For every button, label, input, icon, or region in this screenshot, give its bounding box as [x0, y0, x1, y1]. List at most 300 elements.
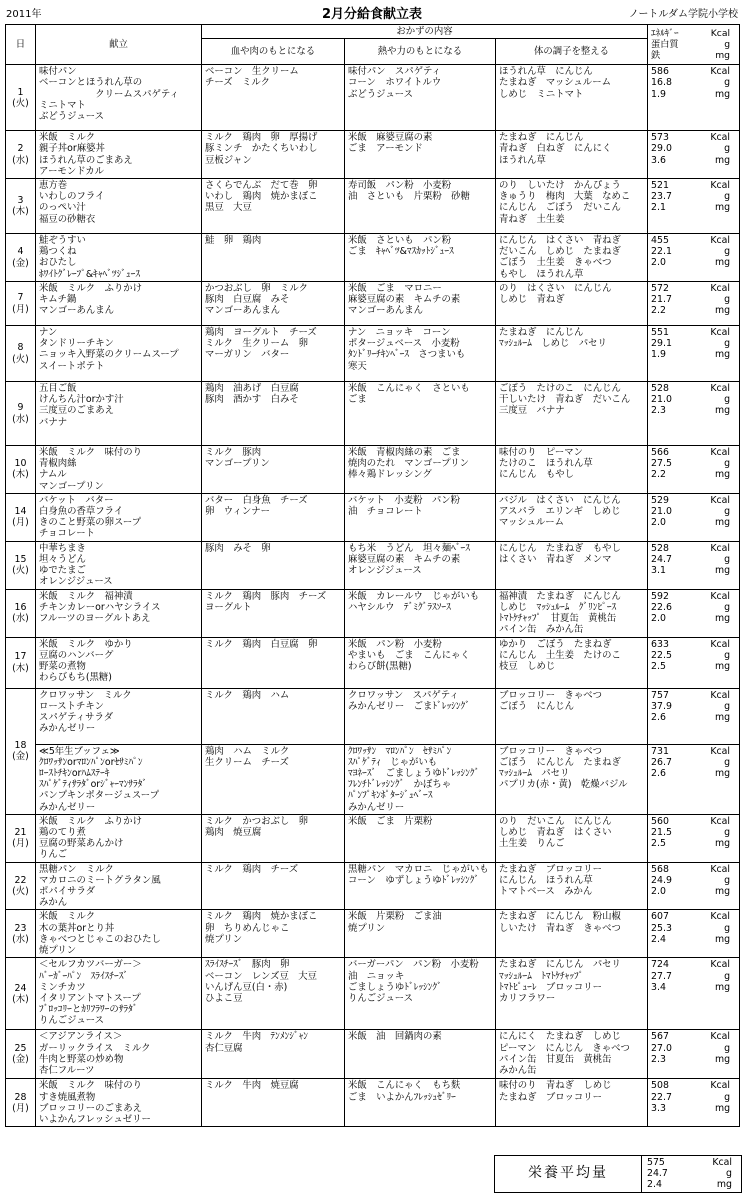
day-number: 3: [17, 194, 24, 206]
protein-row: [651, 757, 736, 768]
protein-row: [651, 971, 736, 982]
green-line: 三度豆 バナナ: [499, 405, 565, 417]
energy-value: 573: [651, 132, 669, 144]
protein-unit: g: [724, 338, 731, 350]
energy-value: 757: [651, 689, 669, 701]
yellow-line: ｸﾛﾜｯｻﾝ ﾏﾛﾝﾊﾟﾝ ｾｻﾐﾊﾟﾝ: [348, 745, 452, 757]
energy-value: 592: [651, 590, 669, 602]
menu-line: 焼プリン: [39, 945, 77, 957]
nutrition-cell: [648, 493, 740, 541]
red-cell: [202, 541, 345, 589]
iron-value: 2.0: [651, 613, 666, 625]
menu-line: 米飯 ミルク 味付のり: [39, 447, 142, 459]
green-cell: [496, 446, 648, 494]
protein-unit: g: [724, 39, 731, 51]
iron-unit: mg: [714, 838, 731, 850]
iron-value: 3.6: [651, 154, 666, 166]
iron-unit: mg: [714, 305, 731, 317]
iron-value: 2.6: [651, 768, 666, 780]
nutrition-cell: [648, 589, 740, 637]
iron-row: [651, 982, 736, 993]
iron-value: 2.5: [651, 661, 666, 673]
iron-value: 1.9: [651, 349, 666, 361]
nutrition-cell: [648, 65, 740, 131]
red-cell: [202, 1030, 345, 1079]
yellow-cell: [345, 179, 496, 234]
menu-line: チキンカレーorハヤシライス: [39, 602, 161, 614]
green-line: ピーマン にんじん きゃべつ: [499, 1042, 630, 1054]
green-line: しいたけ 青ねぎ きゃべつ: [499, 922, 621, 934]
yellow-line: 油 ニョッキ: [348, 970, 405, 982]
protein-row: [651, 77, 736, 88]
iron-row: [651, 305, 736, 316]
menu-line: ゆでたまご: [39, 565, 86, 577]
day-cell: [6, 589, 36, 637]
green-line: だいこん しめじ たまねぎ: [499, 246, 621, 258]
day-weekday: (月): [12, 303, 29, 315]
menu-line: タンドリーチキン: [39, 338, 114, 350]
day-number: 18: [14, 740, 27, 752]
energy-unit: Kcal: [710, 494, 731, 506]
green-line: 枝豆 しめじ: [499, 661, 556, 673]
iron-row: [651, 886, 736, 897]
protein-row: [651, 602, 736, 613]
menu-line: バナナ: [39, 416, 68, 428]
yellow-line: バーガーパン パン粉 小麦粉: [348, 959, 479, 971]
menu-line: おひたし: [39, 257, 77, 269]
menu-line: ｸﾛﾜｯｻﾝorﾏﾛﾝﾊﾟﾝorｾｻﾐﾊﾟﾝ: [39, 756, 143, 768]
green-cell: [496, 493, 648, 541]
yellow-line: ﾏﾖﾈｰｽﾞ ごましょうゆﾄﾞﾚｯｼﾝｸﾞ: [348, 768, 480, 780]
green-line: 干しいたけ 青ねぎ だいこん: [499, 394, 631, 406]
table-row: [6, 910, 740, 958]
iron-unit: mg: [715, 50, 731, 62]
menu-cell: [36, 282, 202, 326]
yellow-line: クロワッサン スパゲティ: [348, 689, 459, 701]
red-line: チーズ ミルク: [205, 77, 270, 89]
green-line: たまねぎ ブロッコリー: [499, 1091, 602, 1103]
menu-line: ほうれん草のごまあえ: [39, 154, 133, 166]
yellow-cell: [345, 589, 496, 637]
menu-cell: [36, 382, 202, 446]
iron-unit: mg: [714, 1102, 731, 1114]
average-values: [642, 1156, 742, 1193]
green-cell: [496, 326, 648, 382]
menu-line: ミンチカツ: [39, 981, 86, 993]
red-cell: [202, 1079, 345, 1127]
table-row: [6, 65, 740, 131]
green-line: 味付のり 青ねぎ しめじ: [499, 1080, 612, 1092]
yellow-line: 米飯 片栗粉 ごま油: [348, 911, 442, 923]
menu-cell: [36, 1079, 202, 1127]
red-cell: [202, 234, 345, 282]
yellow-line: ﾀﾝﾄﾞﾘｰﾁｷﾝﾍﾞｰｽ さつまいも: [348, 349, 466, 361]
day-number: 2: [17, 143, 24, 155]
day-cell: [6, 65, 36, 131]
green-cell: [496, 65, 648, 131]
energy-unit: Kcal: [710, 66, 731, 78]
protein-value: 16.8: [651, 77, 672, 89]
yellow-line: ｽﾊﾟｹﾞﾃｨ じゃがいも: [348, 756, 438, 768]
red-cell: [202, 446, 345, 494]
red-line: ミルク 生クリーム 卵: [205, 338, 308, 350]
iron-row: [651, 349, 736, 360]
protein-row: [651, 191, 736, 202]
menu-line: ｽﾊﾟｹﾞﾃｨｻﾗﾀﾞorｼﾞｬｰﾏﾝｻﾗﾀﾞ: [39, 779, 148, 791]
menu-table: [5, 24, 740, 1127]
day-number: 22: [14, 874, 27, 886]
menu-line: みかんゼリー: [39, 801, 96, 813]
day-weekday: (火): [12, 565, 29, 577]
day-cell: [6, 179, 36, 234]
menu-line: ベーコンとほうれん草の: [39, 77, 143, 89]
energy-value: 529: [651, 494, 669, 506]
iron-row: [651, 768, 736, 779]
protein-unit: g: [724, 506, 731, 518]
green-cell: [496, 179, 648, 234]
yellow-cell: [345, 541, 496, 589]
protein-unit: g: [724, 700, 731, 712]
day-cell: [6, 446, 36, 494]
nutrition-cell: [648, 637, 740, 688]
iron-row: [651, 1103, 736, 1114]
iron-unit: mg: [714, 886, 731, 898]
day-weekday: (月): [12, 517, 29, 529]
menu-line: いわしのフライ: [39, 191, 105, 203]
energy-value: 586: [651, 66, 669, 78]
red-line: 豚ミンチ かたくちいわし: [205, 143, 318, 155]
iron-unit: mg: [714, 565, 731, 577]
red-line: いわし 鶏肉 焼かまぼこ: [205, 191, 318, 203]
protein-row: [651, 246, 736, 257]
green-line: たまねぎ にんじん パセリ: [499, 959, 621, 971]
green-line: のり しいたけ かんぴょう: [499, 180, 621, 192]
energy-unit: Kcal: [710, 638, 731, 650]
red-line: ミルク 牛肉 ﾃﾝﾒﾝｼﾞｬﾝ: [205, 1031, 308, 1043]
menu-line: ﾛｰｽﾄﾁｷﾝorﾊﾑｽﾃｰｷ: [39, 768, 110, 780]
table-row: [6, 282, 740, 326]
protein-value: 21.5: [651, 827, 672, 839]
menu-line: みかんゼリー: [39, 723, 96, 735]
menu-line: ﾎﾜｲﾄｸﾞﾚｰﾌﾟ&ｷｬﾍﾞﾂｼﾞｭｰｽ: [39, 268, 141, 280]
green-line: にんじん はくさい 青ねぎ: [499, 235, 621, 247]
protein-value: 22.6: [651, 602, 672, 614]
iron-row: [651, 661, 736, 672]
yellow-cell: [345, 65, 496, 131]
iron-row: [651, 838, 736, 849]
green-line: カリフラワー: [499, 992, 556, 1004]
energy-row: [651, 1080, 736, 1091]
menu-line: イタリアントマトスープ: [39, 992, 141, 1004]
yellow-line: 油 チョコレート: [348, 506, 423, 518]
iron-unit: mg: [714, 349, 731, 361]
protein-value: 24.9: [651, 874, 672, 886]
iron-value: 2.2: [651, 305, 666, 317]
menu-line: ナン: [39, 327, 58, 339]
yellow-line: 油 さといも 片栗粉 砂糖: [348, 191, 470, 203]
protein-unit: g: [724, 294, 731, 306]
protein-value: 21.0: [651, 506, 672, 518]
iron-row: [651, 565, 736, 576]
energy-row: [651, 66, 736, 77]
protein-unit: g: [724, 649, 731, 661]
header-green: 体の調子を整える: [496, 39, 648, 65]
yellow-line: コーン ホワイトルウ: [348, 77, 442, 89]
protein-value: 27.7: [651, 970, 672, 982]
green-line: ごぼう にんじん: [499, 700, 575, 712]
green-line: ほうれん草 にんじん: [499, 66, 593, 78]
day-weekday: (水): [12, 154, 29, 166]
yellow-line: ぶどうジュース: [348, 88, 413, 100]
energy-row: [651, 495, 736, 506]
iron-row: [651, 613, 736, 624]
green-line: ブロッコリー きゃべつ: [499, 745, 602, 757]
green-cell: [496, 814, 648, 862]
green-line: のり だいこん にんじん: [499, 815, 612, 827]
iron-value: 2.3: [651, 405, 666, 417]
green-line: トマトベース みかん: [499, 886, 593, 898]
yellow-line: ポタージュベース 小麦粉: [348, 338, 460, 350]
menu-line: 米飯 ミルク ふりかけ: [39, 815, 142, 827]
green-line: ごぼう にんじん たまねぎ: [499, 756, 621, 768]
menu-line: クロワッサン ミルク: [39, 689, 132, 701]
average-label: 栄養平均量: [495, 1156, 642, 1193]
red-line: 豚肉 白豆腐 みそ: [205, 294, 290, 306]
menu-line: 米飯 ミルク: [39, 911, 96, 923]
yellow-line: ﾊﾟﾝﾌﾟｷﾝﾎﾟﾀｰｼﾞｭﾍﾞｰｽ: [348, 790, 433, 802]
menu-cell: [36, 862, 202, 910]
header-yellow: 熱や力のもとになる: [345, 39, 496, 65]
menu-cell: [36, 179, 202, 234]
yellow-line: 米飯 パン粉 小麦粉: [348, 638, 442, 650]
green-line: 福神漬 たまねぎ にんじん: [499, 590, 621, 602]
iron-value: 3.1: [651, 565, 666, 577]
green-line: ごぼう たけのこ にんじん: [499, 383, 621, 395]
protein-value: 37.9: [651, 700, 672, 712]
nutrition-cell: [648, 862, 740, 910]
green-cell: [496, 744, 648, 814]
green-cell: [496, 862, 648, 910]
protein-row: [651, 1092, 736, 1103]
red-line: ミルク 鶏肉 白豆腐 卵: [205, 638, 318, 650]
menu-line: 木の葉丼orとり丼: [39, 922, 115, 934]
menu-line: ポパイサラダ: [39, 886, 96, 898]
table-row: [6, 382, 740, 446]
energy-row: [651, 816, 736, 827]
day-weekday: (木): [12, 469, 29, 481]
energy-row: [651, 1031, 736, 1042]
iron-value: 2.4: [651, 933, 666, 945]
iron-value: 2.6: [651, 712, 666, 724]
protein-row: [651, 1043, 736, 1054]
yellow-line: ごま いよかんﾌﾚｯｼｭｾﾞﾘｰ: [348, 1091, 456, 1103]
nutrition-cell: [648, 541, 740, 589]
red-line: 黒豆 大豆: [205, 202, 252, 214]
average-iron-unit: mg: [716, 1179, 732, 1191]
red-cell: [202, 862, 345, 910]
day-weekday: (火): [12, 97, 29, 109]
yellow-line: みかんゼリー: [348, 801, 405, 813]
menu-line: ぶどうジュース: [39, 111, 104, 123]
table-row: [6, 744, 740, 814]
red-cell: [202, 744, 345, 814]
menu-line: のっぺい汁: [39, 202, 86, 214]
day-number: 24: [14, 982, 27, 994]
menu-line: ローストチキン: [39, 700, 105, 712]
green-cell: [496, 637, 648, 688]
energy-value: 724: [651, 959, 669, 971]
green-line: バジル はくさい にんじん: [499, 494, 621, 506]
protein-unit: g: [724, 874, 731, 886]
yellow-line: バケット 小麦粉 パン粉: [348, 494, 461, 506]
energy-value: 566: [651, 447, 669, 459]
protein-unit: g: [724, 970, 731, 982]
red-line: マンゴーあんまん: [205, 305, 281, 317]
menu-line: ＜セルフカツバーガー＞: [39, 959, 142, 971]
protein-row: [651, 827, 736, 838]
day-number: 25: [14, 1043, 27, 1055]
nutrition-cell: [648, 910, 740, 958]
green-line: みかん缶: [499, 1064, 537, 1076]
protein-unit: g: [724, 756, 731, 768]
menu-cell: [36, 326, 202, 382]
nutrition-cell: [648, 282, 740, 326]
energy-label: ｴﾈﾙｷﾞｰ: [651, 28, 679, 40]
protein-unit: g: [724, 77, 731, 89]
day-weekday: (金): [12, 1054, 29, 1066]
yellow-line: ハヤシルウ ﾃﾞﾐｸﾞﾗｽｿｰｽ: [348, 602, 451, 614]
menu-line: ＜アジアンライス＞: [39, 1031, 123, 1043]
iron-value: 2.3: [651, 1053, 666, 1065]
energy-row: [651, 746, 736, 757]
day-cell: [6, 382, 36, 446]
day-number: 14: [14, 506, 27, 518]
day-cell: [6, 541, 36, 589]
red-cell: [202, 179, 345, 234]
green-line: たまねぎ にんじん: [499, 327, 584, 339]
iron-value: 3.3: [651, 1102, 666, 1114]
yellow-line: 米飯 カレールウ じゃがいも: [348, 590, 480, 602]
green-line: 青ねぎ 土生姜: [499, 213, 565, 225]
menu-line: 福豆の砂糖衣: [39, 213, 96, 225]
energy-value: 572: [651, 283, 669, 295]
day-cell: [6, 814, 36, 862]
day-cell: [6, 282, 36, 326]
day-number: 17: [14, 651, 27, 663]
yellow-line: 黒糖パン マカロニ じゃがいも: [348, 863, 489, 875]
green-line: のり はくさい にんじん: [499, 283, 612, 295]
menu-line: マカロニのミートグラタン風: [39, 874, 161, 886]
yellow-line: 米飯 油 回鍋肉の素: [348, 1031, 442, 1043]
green-line: たけのこ ほうれん草: [499, 458, 593, 470]
protein-row: [651, 875, 736, 886]
red-line: ミルク 鶏肉 焼かまぼこ: [205, 911, 318, 923]
menu-line: きのこと野菜の卵スープ: [39, 517, 142, 529]
green-line: にんじん 土生姜 たけのこ: [499, 649, 621, 661]
protein-value: 26.7: [651, 756, 672, 768]
average-table: [494, 1155, 742, 1193]
day-cell: [6, 637, 36, 688]
green-line: ゆかり ごぼう たまねぎ: [499, 638, 612, 650]
day-number: 10: [14, 458, 27, 470]
green-cell: [496, 282, 648, 326]
day-cell: [6, 234, 36, 282]
nutrition-cell: [648, 814, 740, 862]
green-line: 土生姜 りんご: [499, 838, 565, 850]
yellow-line: 米飯 さといも パン粉: [348, 235, 452, 247]
table-row: [6, 131, 740, 179]
green-line: にんじん ほうれん草: [499, 874, 593, 886]
green-cell: [496, 382, 648, 446]
menu-line: ガーリックライス ミルク: [39, 1042, 151, 1054]
iron-unit: mg: [714, 768, 731, 780]
energy-value: 528: [651, 542, 669, 554]
green-line: たまねぎ マッシュルーム: [499, 77, 611, 89]
table-row: [6, 814, 740, 862]
green-cell: [496, 589, 648, 637]
red-line: かつおぶし 卵 ミルク: [205, 283, 308, 295]
table-row: [6, 637, 740, 688]
green-line: ﾄﾏﾄｹﾁｬｯﾌﾟ 甘夏缶 黄桃缶: [499, 613, 617, 625]
green-line: しめじ ﾏｯｼｭﾙｰﾑ ｸﾞﾘﾝﾋﾟｰｽ: [499, 602, 617, 614]
energy-unit: Kcal: [710, 283, 731, 295]
day-weekday: (金): [12, 751, 29, 763]
energy-value: 551: [651, 327, 669, 339]
table-row: [6, 1079, 740, 1127]
red-line: ミルク 鶏肉 豚肉 チーズ: [205, 590, 327, 602]
yellow-line: 麻婆豆腐の素 キムチの素: [348, 554, 461, 566]
header-red: 血や肉のもとになる: [202, 39, 345, 65]
green-cell: [496, 688, 648, 744]
menu-cell: [36, 744, 202, 814]
red-line: ミルク 鶏肉 ハム: [205, 689, 290, 701]
day-number: 7: [17, 292, 24, 304]
nutrition-cell: [648, 1079, 740, 1127]
protein-value: 21.7: [651, 294, 672, 306]
menu-line: 白身魚の香草フライ: [39, 506, 124, 518]
energy-unit: Kcal: [710, 590, 731, 602]
day-weekday: (木): [12, 662, 29, 674]
yellow-cell: [345, 282, 496, 326]
menu-cell: [36, 65, 202, 131]
red-line: 鮭 卵 鶏肉: [205, 235, 262, 247]
nutrition-cell: [648, 446, 740, 494]
green-line: パイン缶 みかん缶: [499, 624, 584, 636]
iron-unit: mg: [714, 154, 731, 166]
protein-unit: g: [724, 827, 731, 839]
header-day: 日: [6, 25, 36, 65]
red-line: 卵 ウィンナー: [205, 506, 271, 518]
menu-line: クリームスパゲティ: [39, 88, 179, 100]
energy-unit: Kcal: [710, 815, 731, 827]
energy-row: [651, 959, 736, 970]
iron-unit: mg: [714, 1053, 731, 1065]
energy-row: [651, 864, 736, 875]
menu-line: 青椒肉絲: [39, 458, 77, 470]
table-row: [6, 179, 740, 234]
iron-value: 3.4: [651, 981, 666, 993]
menu-line: 鶏つくね: [39, 246, 77, 258]
day-cell: [6, 958, 36, 1030]
menu-line: マンゴープリン: [39, 480, 104, 492]
green-line: パイン缶 甘夏缶 黄桃缶: [499, 1053, 612, 1065]
green-line: もやし ほうれん草: [499, 268, 584, 280]
day-weekday: (月): [12, 1102, 29, 1114]
yellow-line: 米飯 青椒肉絲の素 ごま: [348, 447, 461, 459]
menu-line: 親子丼or麻婆丼: [39, 143, 105, 155]
day-number: 15: [14, 554, 27, 566]
yellow-line: オレンジジュース: [348, 565, 422, 577]
